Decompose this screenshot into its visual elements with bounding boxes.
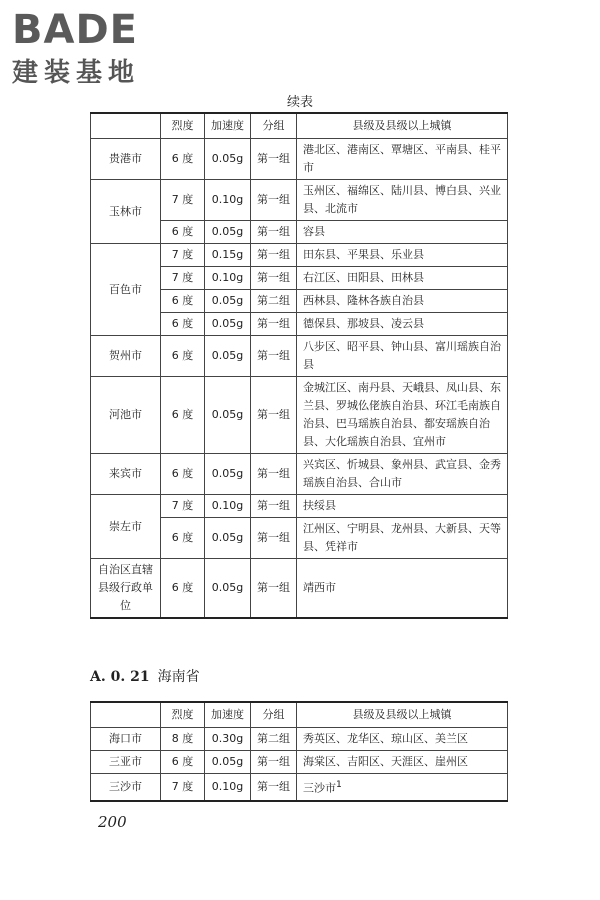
table-row [91, 336, 508, 377]
header-group: 分组 [251, 702, 297, 728]
table-row [91, 454, 508, 495]
towns-cell: 八步区、昭平县、钟山县、富川瑶族自治县 [297, 336, 508, 377]
intensity-cell: 7 度 [161, 495, 205, 518]
city-cell: 贺州市 [91, 336, 161, 377]
group-cell: 第二组 [251, 290, 297, 313]
guangxi-seismic-table [90, 112, 508, 619]
towns-cell: 靖西市 [297, 559, 508, 619]
towns-cell [297, 774, 508, 801]
table-header-row [91, 113, 508, 139]
group-cell: 第一组 [251, 313, 297, 336]
group-cell: 第一组 [251, 751, 297, 774]
acceleration-cell: 0.10g [205, 774, 251, 801]
acceleration-cell: 0.05g [205, 377, 251, 454]
header-city [91, 702, 161, 728]
group-cell: 第一组 [251, 267, 297, 290]
header-intensity: 烈度 [161, 702, 205, 728]
towns-cell: 扶绥县 [297, 495, 508, 518]
intensity-cell: 6 度 [161, 751, 205, 774]
header-group: 分组 [251, 113, 297, 139]
intensity-cell: 7 度 [161, 774, 205, 801]
group-cell: 第一组 [251, 221, 297, 244]
intensity-cell: 6 度 [161, 290, 205, 313]
group-cell: 第一组 [251, 139, 297, 180]
towns-cell: 金城江区、南丹县、天峨县、凤山县、东兰县、罗城仫佬族自治县、环江毛南族自治县、巴马瑶族自治县、都安瑶族自治县、大化瑶族自治县、宜州市 [297, 377, 508, 454]
acceleration-cell: 0.05g [205, 518, 251, 559]
table-header-row [91, 702, 508, 728]
page-number: 200 [98, 813, 127, 831]
continuation-title: 续表 [286, 95, 313, 110]
section-heading [90, 666, 200, 686]
group-cell: 第二组 [251, 728, 297, 751]
group-cell: 第一组 [251, 454, 297, 495]
city-cell: 来宾市 [91, 454, 161, 495]
group-cell: 第一组 [251, 377, 297, 454]
footnote-marker: 1 [336, 779, 342, 790]
city-cell: 三亚市 [91, 751, 161, 774]
acceleration-cell: 0.15g [205, 244, 251, 267]
group-cell: 第一组 [251, 244, 297, 267]
header-intensity: 烈度 [161, 113, 205, 139]
group-cell: 第一组 [251, 774, 297, 801]
section-number: A. 0. 21 [90, 669, 150, 685]
city-cell: 玉林市 [91, 180, 161, 244]
towns-cell: 田东县、平果县、乐业县 [297, 244, 508, 267]
acceleration-cell: 0.10g [205, 495, 251, 518]
header-acceleration: 加速度 [205, 702, 251, 728]
intensity-cell: 6 度 [161, 518, 205, 559]
header-acceleration: 加速度 [205, 113, 251, 139]
city-cell: 自治区直辖县级行政单位 [91, 559, 161, 619]
acceleration-cell: 0.05g [205, 336, 251, 377]
bade-logo [12, 8, 192, 98]
city-cell: 河池市 [91, 377, 161, 454]
city-cell: 海口市 [91, 728, 161, 751]
intensity-cell: 6 度 [161, 221, 205, 244]
acceleration-cell: 0.05g [205, 221, 251, 244]
towns-text: 三沙市 [303, 781, 336, 795]
group-cell: 第一组 [251, 518, 297, 559]
acceleration-cell: 0.05g [205, 139, 251, 180]
table-row [91, 180, 508, 221]
acceleration-cell: 0.30g [205, 728, 251, 751]
logo-subtitle: 建装基地 [12, 58, 141, 88]
acceleration-cell: 0.10g [205, 267, 251, 290]
towns-cell: 江州区、宁明县、龙州县、大新县、天等县、凭祥市 [297, 518, 508, 559]
table-row [91, 559, 508, 619]
towns-cell: 港北区、港南区、覃塘区、平南县、桂平市 [297, 139, 508, 180]
table-row [91, 139, 508, 180]
city-cell: 百色市 [91, 244, 161, 336]
table-row [91, 495, 508, 518]
towns-cell: 容县 [297, 221, 508, 244]
acceleration-cell: 0.05g [205, 559, 251, 619]
towns-cell: 右江区、田阳县、田林县 [297, 267, 508, 290]
group-cell: 第一组 [251, 180, 297, 221]
table-row [91, 774, 508, 801]
acceleration-cell: 0.10g [205, 180, 251, 221]
towns-cell: 德保县、那坡县、凌云县 [297, 313, 508, 336]
acceleration-cell: 0.05g [205, 290, 251, 313]
towns-cell: 玉州区、福绵区、陆川县、博白县、兴业县、北流市 [297, 180, 508, 221]
table-row [91, 751, 508, 774]
section-name: 海南省 [157, 669, 200, 685]
header-towns: 县级及县级以上城镇 [297, 113, 508, 139]
group-cell: 第一组 [251, 495, 297, 518]
intensity-cell: 8 度 [161, 728, 205, 751]
table-row [91, 244, 508, 267]
acceleration-cell: 0.05g [205, 454, 251, 495]
logo-wordmark: BADE [12, 7, 138, 53]
intensity-cell: 6 度 [161, 139, 205, 180]
intensity-cell: 6 度 [161, 313, 205, 336]
acceleration-cell: 0.05g [205, 751, 251, 774]
group-cell: 第一组 [251, 559, 297, 619]
table-row [91, 728, 508, 751]
city-cell: 崇左市 [91, 495, 161, 559]
city-cell: 贵港市 [91, 139, 161, 180]
intensity-cell: 6 度 [161, 336, 205, 377]
intensity-cell: 7 度 [161, 267, 205, 290]
header-city [91, 113, 161, 139]
hainan-seismic-table [90, 701, 508, 802]
group-cell: 第一组 [251, 336, 297, 377]
towns-cell: 兴宾区、忻城县、象州县、武宣县、金秀瑶族自治县、合山市 [297, 454, 508, 495]
intensity-cell: 7 度 [161, 180, 205, 221]
intensity-cell: 6 度 [161, 377, 205, 454]
table-row [91, 377, 508, 454]
towns-cell: 秀英区、龙华区、琼山区、美兰区 [297, 728, 508, 751]
intensity-cell: 7 度 [161, 244, 205, 267]
towns-cell: 海棠区、吉阳区、天涯区、崖州区 [297, 751, 508, 774]
towns-cell: 西林县、隆林各族自治县 [297, 290, 508, 313]
intensity-cell: 6 度 [161, 454, 205, 495]
header-towns: 县级及县级以上城镇 [297, 702, 508, 728]
intensity-cell: 6 度 [161, 559, 205, 619]
city-cell: 三沙市 [91, 774, 161, 801]
acceleration-cell: 0.05g [205, 313, 251, 336]
